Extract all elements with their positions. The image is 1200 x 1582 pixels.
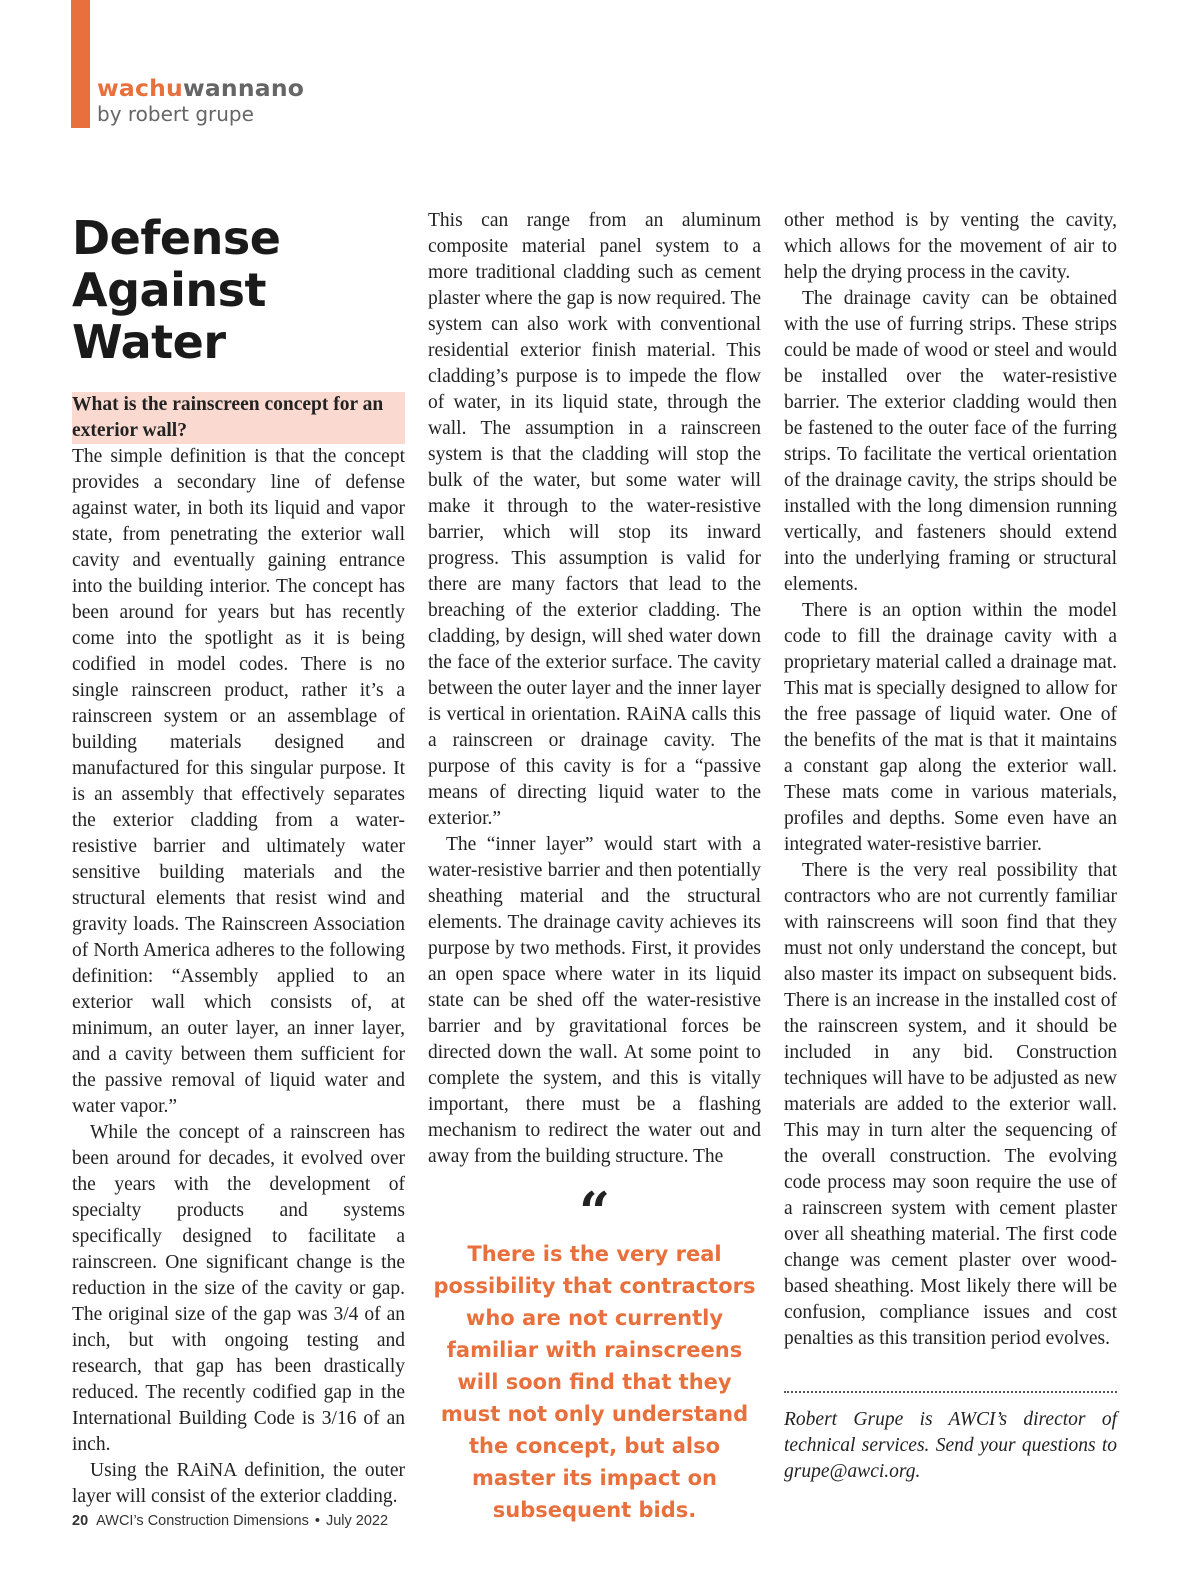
body-paragraph: The drainage cavity can be obtained with the use of furring strips. These strips could be made of wood or steel and would be installed over the water-resistive barrier. The exterior cladding would then be fastened to the outer face of the furring strips. To facilitate the vertical orientation of the drainage cavity, the strips should be installed with the long dimension running vertically, and fasteners should extend into the underlying framing or structural elements. <box>784 288 1117 595</box>
body-column-1 <box>72 392 405 1510</box>
author-bio: Robert Grupe is AWCI’s director of technical services. Send your questions to grupe@awci.org. <box>784 1409 1117 1482</box>
headline-line-2: Against <box>72 263 266 317</box>
footer-separator: • <box>314 1513 320 1529</box>
column-title-part1: wachu <box>97 74 183 102</box>
body-paragraph: other method is by venting the cavity, which allows for the movement of air to help the drying process in the cavity. <box>784 210 1117 283</box>
pull-quote-text: There is the very real possibility that contractors who are not currently familiar with rainscreens will soon find that they must not only understand the concept, but also master its impact on subsequent bids. <box>433 1242 756 1522</box>
page-footer <box>72 1513 388 1529</box>
body-paragraph: The simple definition is that the concept provides a secondary line of defense against water, in both its liquid and vapor state, from penetrating the exterior wall cavity and eventually gaining entrance into the building interior. The concept has been around for years but has recently come into the spotlight as it is being codified in model codes. There is no single rainscreen product, rather it’s a rainscreen system or an assemblage of building materials designed and manufactured for this singular purpose. It is an assembly that effectively separates the exterior cladding from a water-resistive barrier and ultimately water sensitive building materials and the structural elements that resist wind and gravity loads. The Rainscreen Association of North America adheres to the following definition: “Assembly applied to an exterior wall which consists of, at minimum, an outer layer, an inner layer, and a cavity between them sufficient for the passive removal of liquid water and water vapor.” <box>72 446 405 1117</box>
body-paragraph: Using the RAiNA definition, the outer layer will consist of the exterior cladding. <box>72 1460 405 1507</box>
accent-bar <box>71 0 90 128</box>
quote-mark-icon: “ <box>578 1180 611 1244</box>
body-paragraph: The “inner layer” would start with a water-resistive barrier and then potentially sheathing material and the structural elements. The drainage cavity achieves its purpose by two methods. First, it provides an open space where water in its liquid state can be shed off the water-resistive barrier and by gravitational forces be directed down the wall. At some point to complete the system, and this is vitally important, there must be a flashing mechanism to redirect the water out and away from the building structure. The <box>428 834 761 1167</box>
body-paragraph: While the concept of a rainscreen has been around for decades, it evolved over the years with the development of specialty products and systems specifically designed to facilitate a rainscreen. One significant change is the reduction in the size of the cavity or gap. The original size of the gap was 3/4 of an inch, but with ongoing testing and research, that gap has been drastically reduced. The recently codified gap in the International Building Code is 3/16 of an inch. <box>72 1122 405 1455</box>
issue-date: July 2022 <box>325 1513 389 1529</box>
column-title-part2: wannano <box>182 74 305 102</box>
body-column-3 <box>784 208 1117 1352</box>
publication-name: AWCI’s Construction Dimensions <box>96 1513 309 1529</box>
headline-line-1: Defense <box>72 211 281 265</box>
body-column-2 <box>428 208 761 1170</box>
article-headline <box>72 212 402 368</box>
byline: by robert grupe <box>97 102 254 127</box>
page-number: 20 <box>72 1513 89 1529</box>
body-paragraph: There is the very real possibility that contractors who are not currently familiar with rainscreens will soon find that they must not only understand the concept, but also master its impact on subsequent bids. There is an increase in the installed cost of the rainscreen system, and it should be included in any bid. Construction techniques will have to be adjusted as new materials are added to the exterior wall. This may in turn alter the sequencing of the overall construction. The evolving code process may soon require the use of a rainscreen system with cement plaster over all sheathing material. The first code change was cement plaster over wood-based sheathing. Most likely there will be confusion, compliance issues and cost penalties as this transition period evolves. <box>784 860 1117 1349</box>
column-header <box>97 74 304 127</box>
column-title <box>97 74 304 102</box>
pull-quote <box>428 1180 761 1526</box>
body-paragraph: There is an option within the model code to fill the drainage cavity with a proprietary material called a drainage mat. This mat is specially designed to allow for the free passage of liquid water. One of the benefits of the mat is that it maintains a constant gap along the exterior wall. These mats come in various materials, profiles and depths. Some even have an integrated water-resistive barrier. <box>784 600 1117 855</box>
question-heading: What is the rainscreen concept for an exterior wall? <box>72 392 405 444</box>
bio-divider <box>784 1391 1117 1393</box>
body-paragraph: This can range from an aluminum composite material panel system to a more traditional cladding such as cement plaster where the gap is now required. The system can also work with conventional residential exterior finish material. This cladding’s purpose is to impede the flow of water, in its liquid state, through the wall. The assumption in a rainscreen system is that the cladding will stop the bulk of the water, but some water will make it through to the water-resistive barrier, which will stop its inward progress. This assumption is valid for there are many factors that lead to the breaching of the exterior cladding. The cladding, by design, will shed water down the face of the exterior surface. The cavity between the outer layer and the inner layer is vertical in orientation. RAiNA calls this a rainscreen or drainage cavity. The purpose of this cavity is for a “passive means of directing liquid water to the exterior.” <box>428 210 761 829</box>
headline-line-3: Water <box>72 315 226 369</box>
